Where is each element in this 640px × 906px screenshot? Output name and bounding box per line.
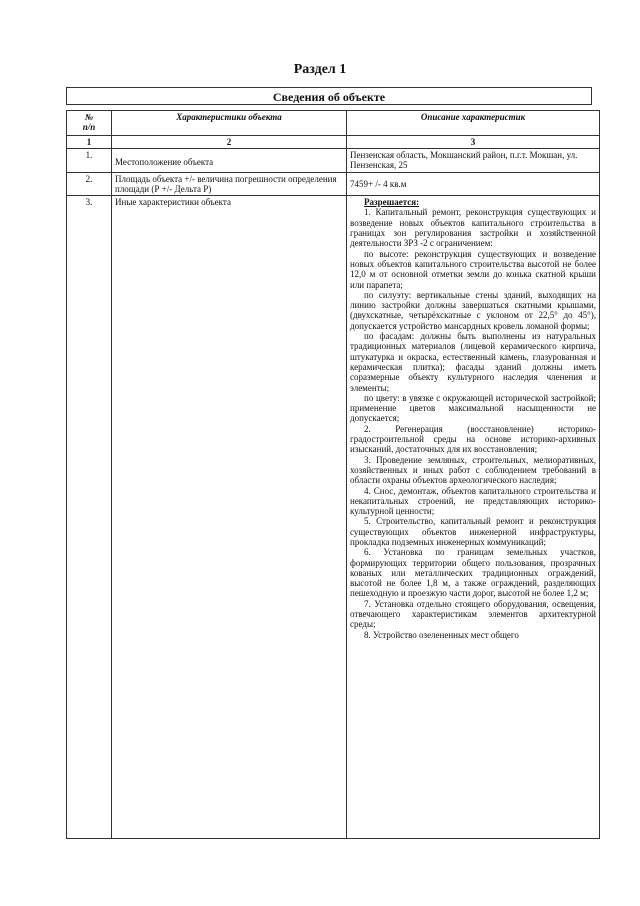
permitted-paragraph: 6. Установка по границам земельных участков, формирующих территории общего пользования, прозрачных кованых или металлических традиционных ограждений, высотой не более 1,8 м, а также ограждений, разделяющих пешеходную и проезжую части дорог, высотой не более 1,2 м; — [350, 547, 596, 599]
table-row — [67, 196, 600, 839]
permitted-title: Разрешается: — [364, 197, 420, 208]
row-characteristic: Иные характеристики объекта — [112, 196, 347, 839]
header-characteristics: Характеристики объекта — [112, 111, 347, 136]
row-description-permitted — [347, 196, 600, 839]
col-number: 2 — [112, 136, 347, 149]
permitted-paragraph: 1. Капитальный ремонт, реконструкция существующих и возведение новых объектов капитального строительства в границах зон регулирования застройки и хозяйственной деятельности ЗРЗ -2 с ограничением: — [350, 207, 596, 249]
col-number: 1 — [67, 136, 112, 149]
column-number-row — [67, 136, 600, 149]
permitted-paragraph: 7. Установка отдельно стоящего оборудования, освещения, отвечающего характеристикам элементов архитектурной среды; — [350, 598, 596, 630]
object-info-header: Сведения об объекте — [66, 87, 592, 105]
permitted-paragraph: по силуэту: вертикальные стены зданий, выходящих на линию застройки должны завершаться скатными крышами, (двухскатные, четырёхскатные с уклоном от 22,5° до 45°), допускается устройство мансардных кровель ломаной формы; — [350, 289, 596, 331]
header-num: № п/п — [67, 111, 112, 136]
header-description: Описание характеристик — [347, 111, 600, 136]
permitted-paragraph: 8. Устройство озелененных мест общего — [364, 629, 519, 640]
permitted-paragraph: 4. Снос, демонтаж, объектов капитального строительства и некапитальных строений, не представляющих историко-культурной ценности; — [350, 485, 596, 517]
row-description: Пензенская область, Мокшанский район, п.г.т. Мокшан, ул. Пензенская, 25 — [347, 149, 600, 173]
permitted-paragraph: 3. Проведение земляных, строительных, мелиоративных, хозяйственных и иных работ с соблюдением требований в области охраны объектов археологического наследия; — [350, 454, 596, 486]
permitted-paragraph: по фасадам: должны быть выполнены из натуральных традиционных материалов (лицевой керамического кирпича, штукатурка и окраска, естественный камень, глазурованная и керамическая плитка); фасады зданий должны иметь соразмерные объекту культурного наследия членения и элементы; — [350, 331, 596, 393]
col-number: 3 — [347, 136, 600, 149]
table-row — [67, 149, 600, 173]
permitted-paragraph: 2. Регенерация (восстановление) историко-градостроительной среды на основе историко-архивных изысканий, достаточных для их восстановления; — [350, 423, 596, 455]
row-characteristic: Площадь объекта +/- величина погрешности определения площади (Р +/- Дельта Р) — [112, 172, 347, 196]
characteristics-table — [66, 110, 600, 839]
row-description: 7459+ /- 4 кв.м — [347, 172, 600, 196]
table-header-row — [67, 111, 600, 136]
permitted-paragraph: 5. Строительство, капитальный ремонт и реконструкция существующих объектов инженерной инфраструктуры, прокладка подземных инженерных коммуникаций; — [350, 516, 596, 547]
section-title: Раздел 1 — [293, 62, 347, 77]
table-row — [67, 172, 600, 196]
permitted-paragraph: по цвету: в увязке с окружающей исторической застройкой; применение цветов максимальной насыщенности не допускается; — [350, 392, 596, 424]
row-characteristic: Местоположение объекта — [112, 149, 347, 173]
permitted-paragraph: по высоте: реконструкция существующих и возведение новых объектов капитального строительства высотой не более 12,0 м от основной отметки земли до конька скатной крыши или парапета; — [350, 248, 596, 290]
row-number: 2. — [67, 172, 112, 196]
row-number: 1. — [67, 149, 112, 173]
row-number: 3. — [67, 196, 112, 839]
